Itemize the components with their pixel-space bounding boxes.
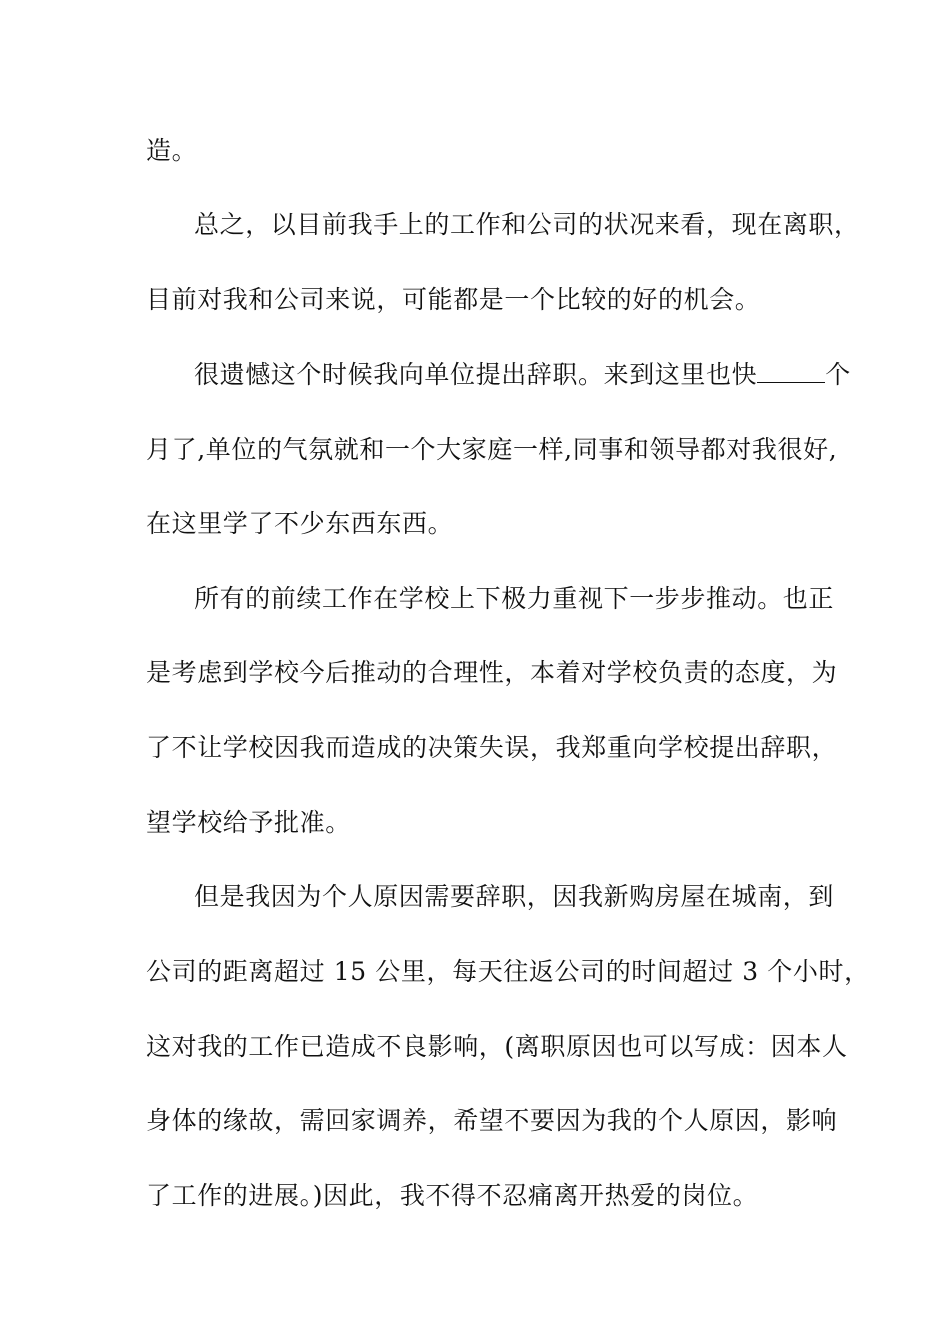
text-segment: 很遗憾这个时候我向单位提出辞职。来到这里也快 [194, 360, 758, 389]
paragraph-first-line: 但是我因为个人原因需要辞职，因我新购房屋在城南，到 [194, 882, 835, 911]
text-line: 是考虑到学校今后推动的合理性，本着对学校负责的态度，为 [146, 658, 838, 687]
fill-in-blank [757, 360, 825, 383]
text-line: 望学校给予批准。 [146, 808, 351, 837]
text-line: 这对我的工作已造成不良影响，(离职原因也可以写成：因本人 [146, 1032, 848, 1061]
text-line: 身体的缘故，需回家调养，希望不要因为我的个人原因，影响 [146, 1106, 838, 1135]
text-line: 目前对我和公司来说，可能都是一个比较的好的机会。 [146, 285, 761, 314]
text-line: 月了,单位的气氛就和一个大家庭一样,同事和领导都对我很好, [146, 435, 838, 464]
text-segment: 个 [825, 360, 851, 389]
text-line: 了工作的进展。)因此，我不得不忍痛离开热爱的岗位。 [146, 1181, 759, 1210]
text-line: 公司的距离超过 15 公里，每天往返公司的时间超过 3 个小时， [146, 957, 870, 986]
paragraph-first-line: 所有的前续工作在学校上下极力重视下一步步推动。也正 [194, 584, 835, 613]
text-line: 在这里学了不少东西东西。 [146, 509, 454, 538]
text-line: 造。 [146, 136, 198, 165]
paragraph-first-line [194, 360, 851, 390]
text-line: 了不让学校因我而造成的决策失误，我郑重向学校提出辞职， [146, 733, 838, 762]
paragraph-first-line: 总之，以目前我手上的工作和公司的状况来看，现在离职， [194, 210, 860, 239]
